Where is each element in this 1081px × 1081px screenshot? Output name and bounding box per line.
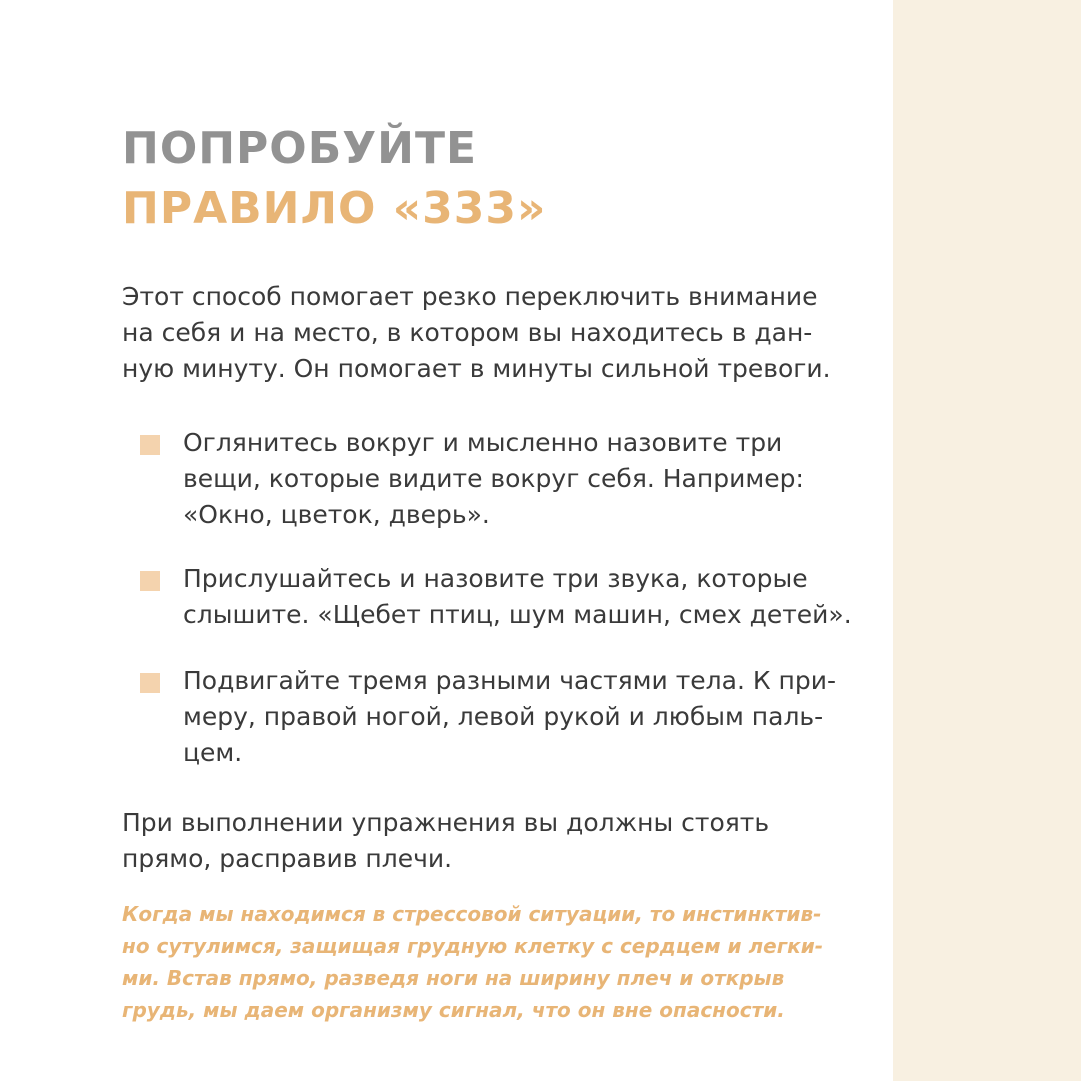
tip-line: цем. <box>183 738 243 767</box>
tip-line: «Окно, цветок, дверь». <box>183 500 490 529</box>
closing-line: прямо, расправив плечи. <box>122 844 453 873</box>
note-line: но сутулимся, защищая грудную клетку с сердцем и легки- <box>122 934 824 958</box>
closing-line: При выполнении упражнения вы должны стоять <box>122 808 770 837</box>
tip-text <box>183 561 852 633</box>
note-line: грудь, мы даем организму сигнал, что он вне опасности. <box>122 998 785 1022</box>
title-line-1: ПОПРОБУЙТЕ <box>122 123 478 174</box>
note-line: ми. Встав прямо, разведя ноги на ширину плеч и открыв <box>122 966 785 990</box>
intro-line: на себя и на место, в котором вы находитесь в дан- <box>122 318 813 347</box>
tip-text <box>183 663 836 771</box>
closing-paragraph <box>122 805 769 877</box>
square-bullet-icon <box>140 571 160 591</box>
intro-line: Этот способ помогает резко переключить внимание <box>122 282 818 311</box>
tip-line: Подвигайте тремя разными частями тела. К при- <box>183 666 837 695</box>
accent-note <box>122 898 823 1026</box>
tip-text <box>183 425 804 533</box>
tip-line: Оглянитесь вокруг и мысленно назовите три <box>183 428 783 457</box>
note-line: Когда мы находимся в стрессовой ситуации, то инстинктив- <box>122 902 822 926</box>
intro-paragraph <box>122 279 962 387</box>
square-bullet-icon <box>140 435 160 455</box>
tip-line: Прислушайтесь и назовите три звука, которые <box>183 564 808 593</box>
intro-line: ную минуту. Он помогает в минуты сильной тревоги. <box>122 354 831 383</box>
title-line-2: ПРАВИЛО «333» <box>122 183 547 234</box>
square-bullet-icon <box>140 673 160 693</box>
tip-line: слышите. «Щебет птиц, шум машин, смех детей». <box>183 600 852 629</box>
tip-line: меру, правой ногой, левой рукой и любым паль- <box>183 702 824 731</box>
content-area <box>122 0 962 1081</box>
tip-line: вещи, которые видите вокруг себя. Например: <box>183 464 804 493</box>
